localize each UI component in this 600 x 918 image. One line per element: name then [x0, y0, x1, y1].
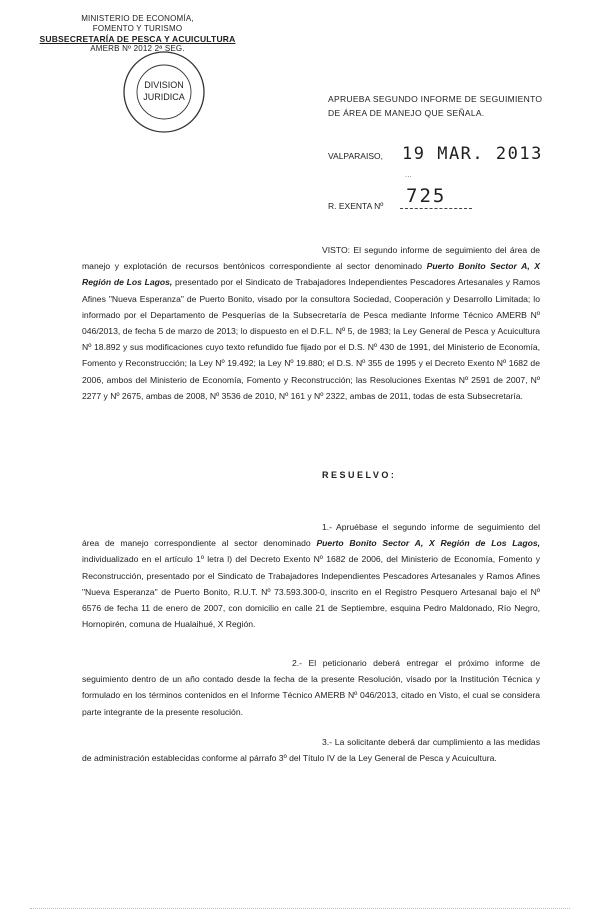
resuelvo-heading: RESUELVO:	[322, 470, 397, 480]
letterhead-subsecretariat: SUBSECRETARÍA DE PESCA Y ACUICULTURA	[39, 34, 236, 44]
subject-line-1: APRUEBA SEGUNDO INFORME DE SEGUIMIENTO	[328, 94, 543, 104]
stamp-line-2: JURIDICA	[143, 92, 185, 102]
visto-sector: Puerto Bonito Sector A, X Región de Los Lagos,	[82, 261, 540, 288]
letterhead-reference: AMERB Nº 2012 2ª SEG.	[90, 44, 185, 53]
exenta-number: 725	[406, 185, 447, 207]
article-1-sector: Puerto Bonito Sector A, X Región de Los Lagos,	[316, 538, 540, 549]
resolution-article-1	[82, 519, 540, 632]
resolution-article-3	[82, 734, 540, 766]
article-2-text: 2.- El peticionario deberá entregar el próximo informe de seguimiento dentro de un año contado desde la fecha de la presente Resolución, visado por la Institución Técnica y formulado en los términos contenidos en el Informe Técnico AMERB Nº 046/2013, citado en Visto, el cual se considera parte integrante de la presente resolución.	[82, 658, 540, 717]
date-stamp: 19 MAR. 2013	[402, 144, 543, 164]
date-dots: ...	[405, 170, 412, 179]
stamp-line-1: DIVISION	[144, 80, 184, 90]
visto-paragraph	[82, 242, 540, 404]
letterhead-ministry: MINISTERIO DE ECONOMÍA,	[81, 14, 194, 23]
resolution-article-2	[82, 655, 540, 720]
visto-lead: VISTO: El segundo informe de seguimiento del área de manejo y explotación de recursos bentónicos correspondiente al sector denominado	[82, 245, 540, 272]
article-3-text: 3.- La solicitante deberá dar cumplimiento a las medidas de administración establecidas conforme al párrafo 3º del Título IV de la Ley General de Pesca y Acuicultura.	[82, 737, 540, 764]
subject-line-2: DE ÁREA DE MANEJO QUE SEÑALA.	[328, 108, 485, 118]
article-1-rest: individualizado en el artículo 1º letra l) del Decreto Exento Nº 1682 de 2006, del Ministerio de Economía, Fomento y Reconstrucción, presentado por el Sindicato de Trabajadores Independientes Pescadores Artesanales y Ramos Afines "Nueva Esperanza" de Puerto Bonito, R.U.T. Nº 73.593.300-0, inscrito en el Registro Pesquero Artesanal bajo el Nº 6576 de fecha 11 de enero de 2007, con domicilio en calle 21 de Septiembre, esquina Pedro Maldonado, Río Negro, Hornopirén, comuna de Hualaihué, X Región.	[82, 554, 540, 630]
division-juridica-stamp-icon	[108, 40, 228, 136]
document-subject	[328, 92, 558, 120]
place-label: VALPARAISO,	[328, 151, 383, 161]
exenta-label: R. EXENTA Nº	[328, 201, 384, 211]
letterhead-ministry-2: FOMENTO Y TURISMO	[92, 24, 183, 33]
article-1-lead: 1.- Apruébase el segundo informe de seguimiento del área de manejo correspondiente al sector denominado	[82, 522, 540, 549]
visto-rest: presentado por el Sindicato de Trabajadores Independientes Pescadores Artesanales y Ramos Afines "Nueva Esperanza" de Puerto Bonito, visado por la consultora Sociedad, Cooperación y Desarrollo Limitada; lo informado por el Departamento de Pesquerías de la Subsecretaría de Pesca mediante Informe Técnico AMERB Nº 046/2013, de fecha 5 de marzo de 2013; lo dispuesto en el D.F.L. Nº 5, de 1983; la Ley General de Pesca y Acuicultura Nº 18.892 y sus modificaciones cuyo texto refundido fue fijado por el D.S. Nº 430 de 1991, del Ministerio de Economía, Fomento y Reconstrucción; la Ley Nº 19.492; la Ley Nº 19.880; el D.S. Nº 355 de 1995 y el Decreto Exento Nº 1682 de 2006, ambos del Ministerio de Economía, Fomento y Reconstrucción; las Resoluciones Exentas Nº 2591 de 2007, Nº 2277 y Nº 2675, ambas de 2008, Nº 3536 de 2010, Nº 161 y Nº 2322, ambas de 2011, todas de esta Subsecretaría.	[82, 277, 540, 401]
page-footer-line	[30, 908, 570, 909]
exenta-number-line	[400, 208, 472, 209]
